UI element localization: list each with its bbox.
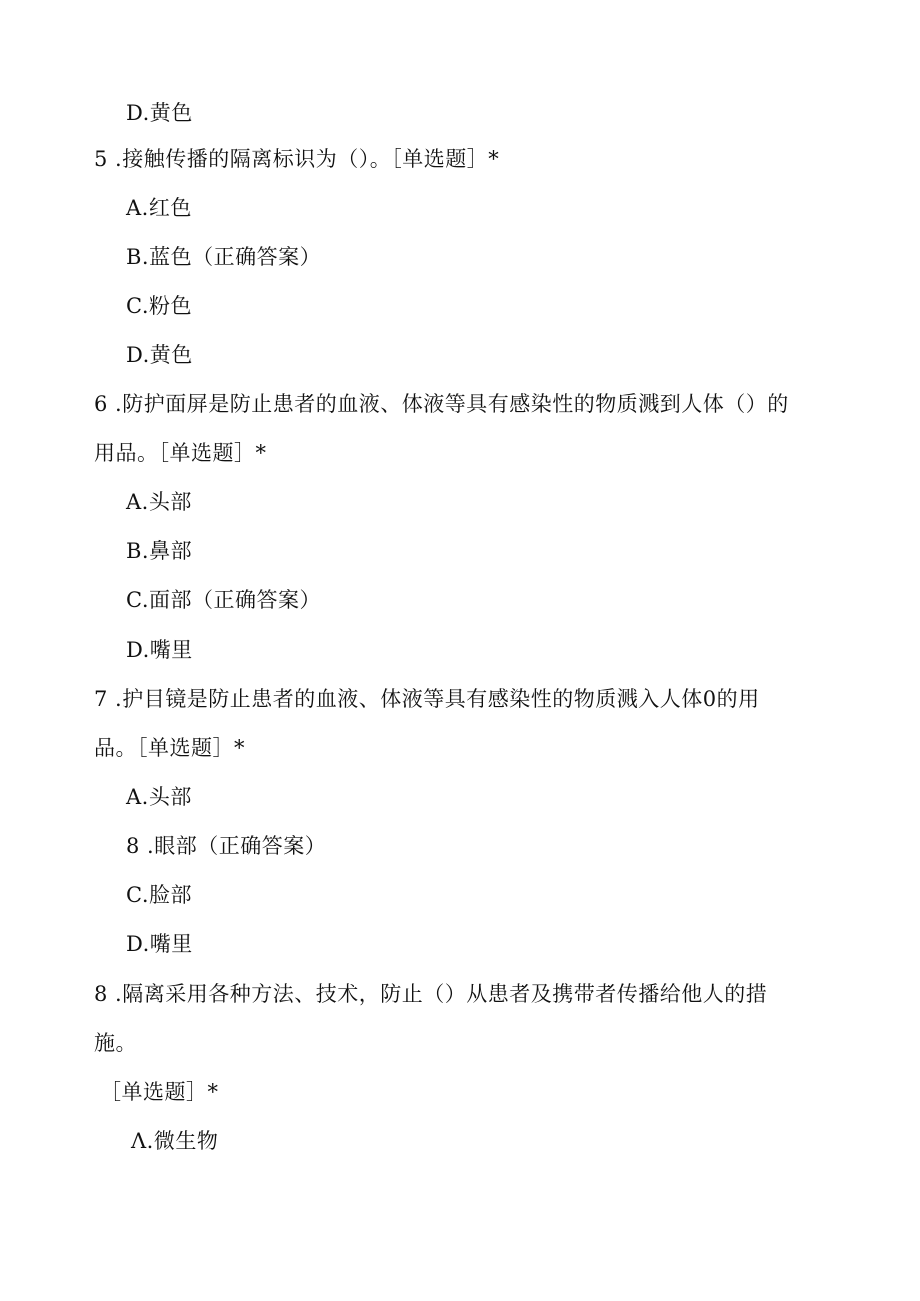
question-line: 7 .护目镜是防止患者的血液、体液等具有感染性的物质溅入人体0的用 [94,687,760,711]
option-line: A.红色 [126,196,192,220]
option-line: C.粉色 [126,294,192,318]
option-line: B.蓝色（正确答案） [126,245,322,269]
option-line: Λ.微生物 [131,1129,219,1153]
option-line: A.头部 [126,490,192,514]
option-line: C.脸部 [126,883,192,907]
option-line: B.鼻部 [126,539,193,563]
option-line: C.面部（正确答案） [126,588,321,612]
question-line: 8 .隔离采用各种方法、技术，防止（）从患者及携带者传播给他人的措 [94,982,768,1006]
option-line: D.黄色 [126,101,193,125]
question-line-continued: 品。［单选题］* [94,736,245,760]
option-line: D.黄色 [126,343,193,367]
question-line-continued: 施。 [94,1031,137,1055]
option-line: D.嘴里 [126,638,193,662]
option-line: A.头部 [126,785,192,809]
option-line: D.嘴里 [126,932,193,956]
option-line: 8 .眼部（正确答案） [126,834,327,858]
question-line: 6 .防护面屏是防止患者的血液、体液等具有感染性的物质溅到人体（）的 [94,392,789,416]
question-line-continued: 用品。［单选题］* [94,441,267,465]
question-line: 5 .接触传播的隔离标识为（）。［单选题］* [94,147,500,171]
question-type-tag: ［单选题］* [100,1080,219,1104]
